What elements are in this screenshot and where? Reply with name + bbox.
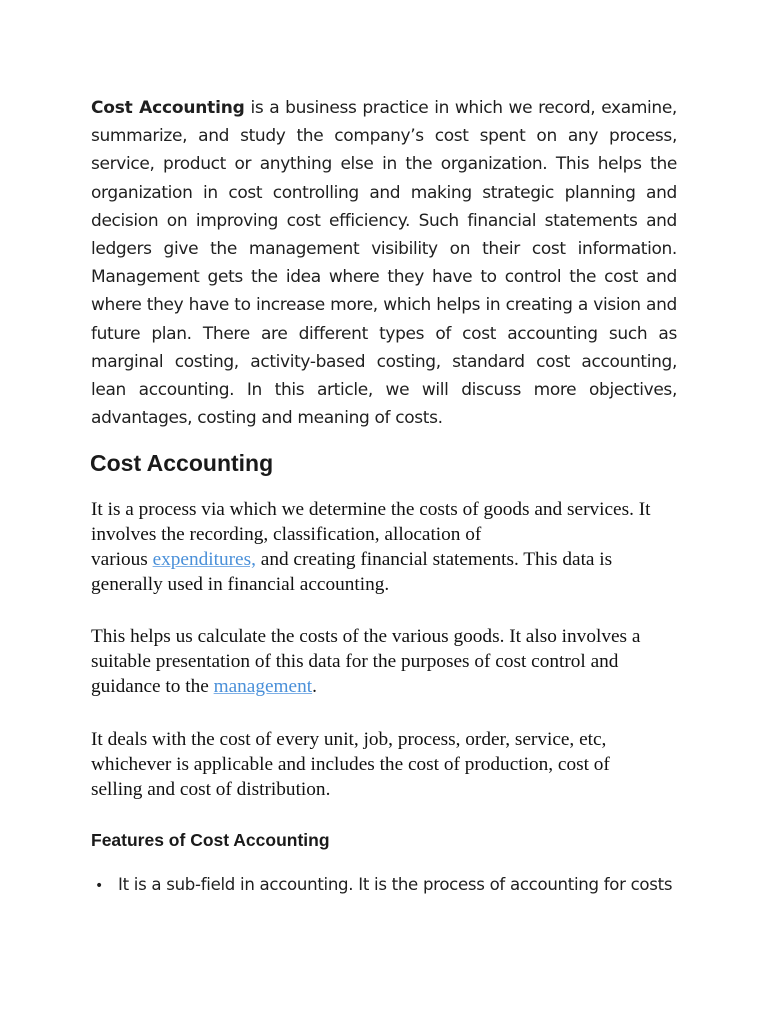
features-list — [91, 872, 691, 898]
scope-paragraph — [91, 727, 681, 802]
purpose-line-3-start: guidance to the — [91, 676, 214, 697]
purpose-line-3-end: . — [312, 676, 317, 697]
scope-line-1: It deals with the cost of every unit, job, process, order, service, etc, — [91, 729, 607, 750]
list-item-text: It is a sub-field in accounting. It is the process of accounting for costs — [118, 875, 673, 894]
bullet-icon: • — [95, 878, 103, 894]
intro-text: is a business practice in which we record, examine, summarize, and study the company’s cost spent on any process, service, product or anything else in the organization. This helps the organization in cost controlling and making strategic planning and decision on improving cost efficiency. Such financial statements and ledgers give the management visibility on their cost information. Management gets the idea where they have to control the cost and where they have to increase more, which helps in creating a vision and future plan. There are different types of cost accounting such as marginal costing, activity-based costing, standard cost accounting, lean accounting. In this article, we will discuss more objectives, advantages, costing and meaning of costs. — [91, 98, 677, 429]
section-heading: Cost Accounting — [90, 450, 274, 476]
features-heading: Features of Cost Accounting — [91, 830, 330, 850]
definition-line-1: It is a process via which we determine the costs of goods and services. It — [91, 499, 651, 520]
definition-line-3-end: and creating financial statements. This data is — [255, 549, 613, 570]
scope-line-2: whichever is applicable and includes the cost of production, cost of — [91, 754, 610, 775]
management-link[interactable]: management — [213, 676, 313, 697]
definition-paragraph — [91, 497, 681, 597]
purpose-line-2: suitable presentation of this data for the purposes of cost control and — [91, 651, 619, 672]
purpose-paragraph — [91, 624, 681, 699]
expenditures-link[interactable]: expenditures, — [152, 549, 256, 570]
scope-line-3: selling and cost of distribution. — [91, 779, 331, 800]
definition-line-4: generally used in financial accounting. — [91, 574, 390, 595]
definition-line-3-start: various — [91, 549, 153, 570]
list-item — [91, 872, 691, 898]
purpose-line-1: This helps us calculate the costs of the various goods. It also involves a — [91, 626, 641, 647]
intro-paragraph — [91, 94, 677, 432]
intro-term: Cost Accounting — [91, 98, 245, 118]
definition-line-2: involves the recording, classification, allocation of — [91, 524, 482, 545]
